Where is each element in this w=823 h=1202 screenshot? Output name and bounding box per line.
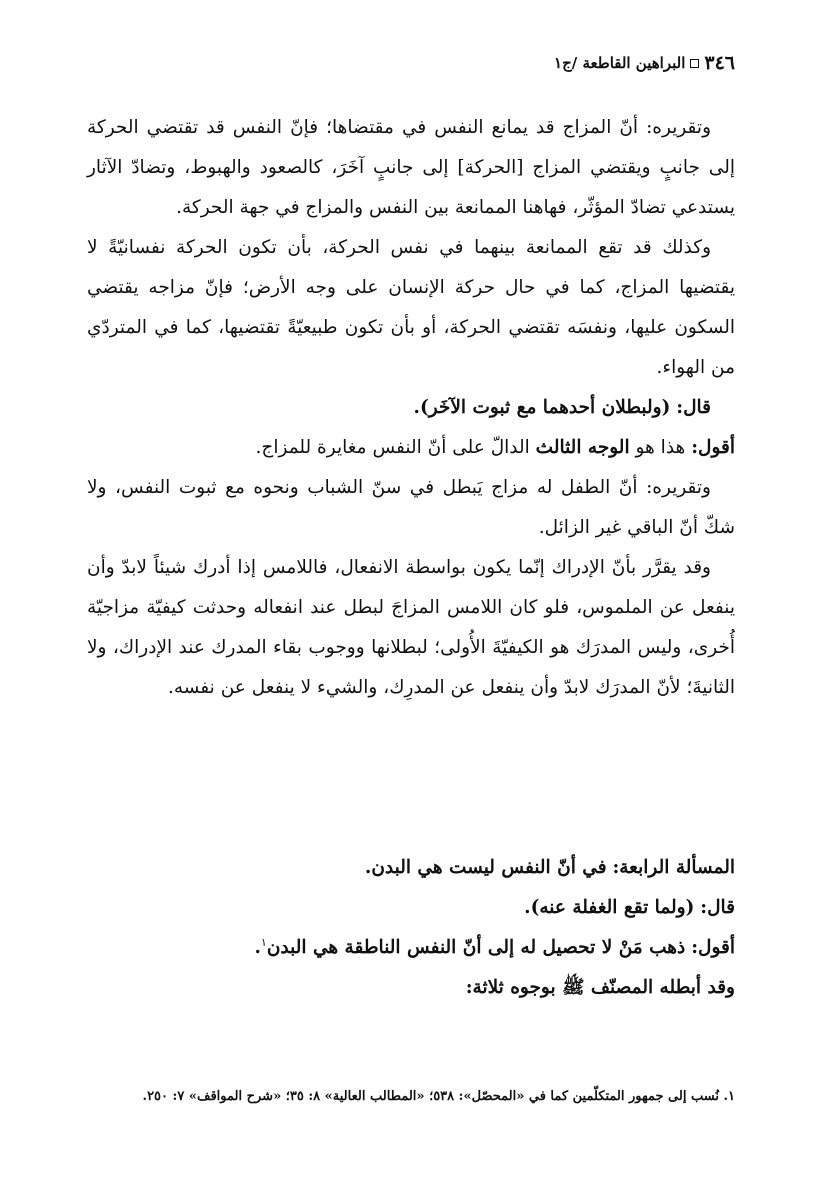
- footnote-ref: ١: [260, 935, 267, 949]
- aqulu-text-b: الدالّ على أنّ النفس مغايرة للمزاج.: [255, 437, 530, 458]
- book-title: البراهين القاطعة /ج١: [554, 54, 686, 72]
- section-aqulu-text: ذهب مَنْ لا تحصيل له إلى أنّ النفس الناطقة هي البدن: [266, 937, 686, 958]
- aqulu-text-a: هذا هو: [635, 437, 686, 458]
- section-aqulu-label: أقول:: [691, 937, 735, 958]
- section-title: [175, 848, 735, 888]
- section-four: [175, 848, 735, 1008]
- section-aqulu: [175, 928, 735, 968]
- section-title-label: المسألة الرابعة:: [612, 857, 735, 878]
- paragraph-child: وتقريره: أنّ الطفل له مزاج يَبطل في سنّ الشباب ونحوه مع ثبوت النفس، ولا شكّ أنّ الباقي غير الزائل.: [87, 477, 735, 538]
- paragraph-motion: وكذلك قد تقع الممانعة بينهما في نفس الحركة، بأن تكون الحركة نفسانيّةً لا يقتضيها المزاج، كما في حال حركة الإنسان على وجه الأرض؛ فإنّ مزاجه يقتضي السكون عليها، ونفسَه تقتضي الحركة، أو بأن تكون طبيعيّةً تقتضيها، كما في المتردّي من الهواء.: [87, 237, 735, 378]
- section-qala: [175, 888, 735, 928]
- running-header: [554, 52, 735, 74]
- third-aspect: الوجه الثالث: [535, 437, 630, 458]
- qala-text: (ولبطلان أحدهما مع ثبوت الآخَر).: [413, 397, 671, 418]
- paragraph-perception: وقد يقرَّر بأنّ الإدراك إنّما يكون بواسطة الانفعال، فاللامس إذا أدرك شيئاً لابدّ وأن ينفعل عن الملموس، فلو كان اللامس المزاجَ لبطل عند انفعاله وحدثت كيفيّة مزاجيّة أُخرى، وليس المدرَك هو الكيفيّةَ الأُولى؛ لبطلانها ووجوب بقاء المدرك عند الإدراك، ولا الثانيةَ؛ لأنّ المدرَك لابدّ وأن ينفعل عن المدرِك، والشيء لا ينفعل عن نفسه.: [87, 557, 735, 698]
- section-qala-label: قال:: [700, 897, 735, 918]
- section-title-text: في أنّ النفس ليست هي البدن.: [364, 857, 607, 878]
- paragraph-aqulu: [87, 428, 735, 468]
- section-last-line: وقد أبطله المصنّف ﷺ بوجوه ثلاثة:: [465, 977, 735, 998]
- page-number: ٣٤٦: [704, 52, 735, 74]
- section-aqulu-end: .: [254, 937, 261, 958]
- footnote: ١. نُسب إلى جمهور المتكلّمين كما في «المحصّل»: ٥٣٨؛ «المطالب العالية» ٨: ٣٥؛ «شرح المواقف» ٧: ٢٥٠.: [142, 1089, 735, 1104]
- square-ornament-icon: [690, 59, 699, 68]
- aqulu-label: أقول:: [691, 437, 735, 458]
- section-qala-text: (ولما تقع الغفلة عنه).: [524, 897, 695, 918]
- main-text: [87, 108, 735, 708]
- paragraph-explanation: وتقريره: أنّ المزاج قد يمانع النفس في مقتضاها؛ فإنّ النفس قد تقتضي الحركة إلى جانبٍ ويقتضي المزاج [الحركة] إلى جانبٍ آخَرَ، كالصعود والهبوط، وتضادّ الآثار يستدعي تضادّ المؤثّر، فهاهنا الممانعة بين النفس والمزاج في جهة الحركة.: [87, 117, 735, 218]
- qala-label: قال:: [676, 397, 711, 418]
- paragraph-qala: [87, 388, 735, 428]
